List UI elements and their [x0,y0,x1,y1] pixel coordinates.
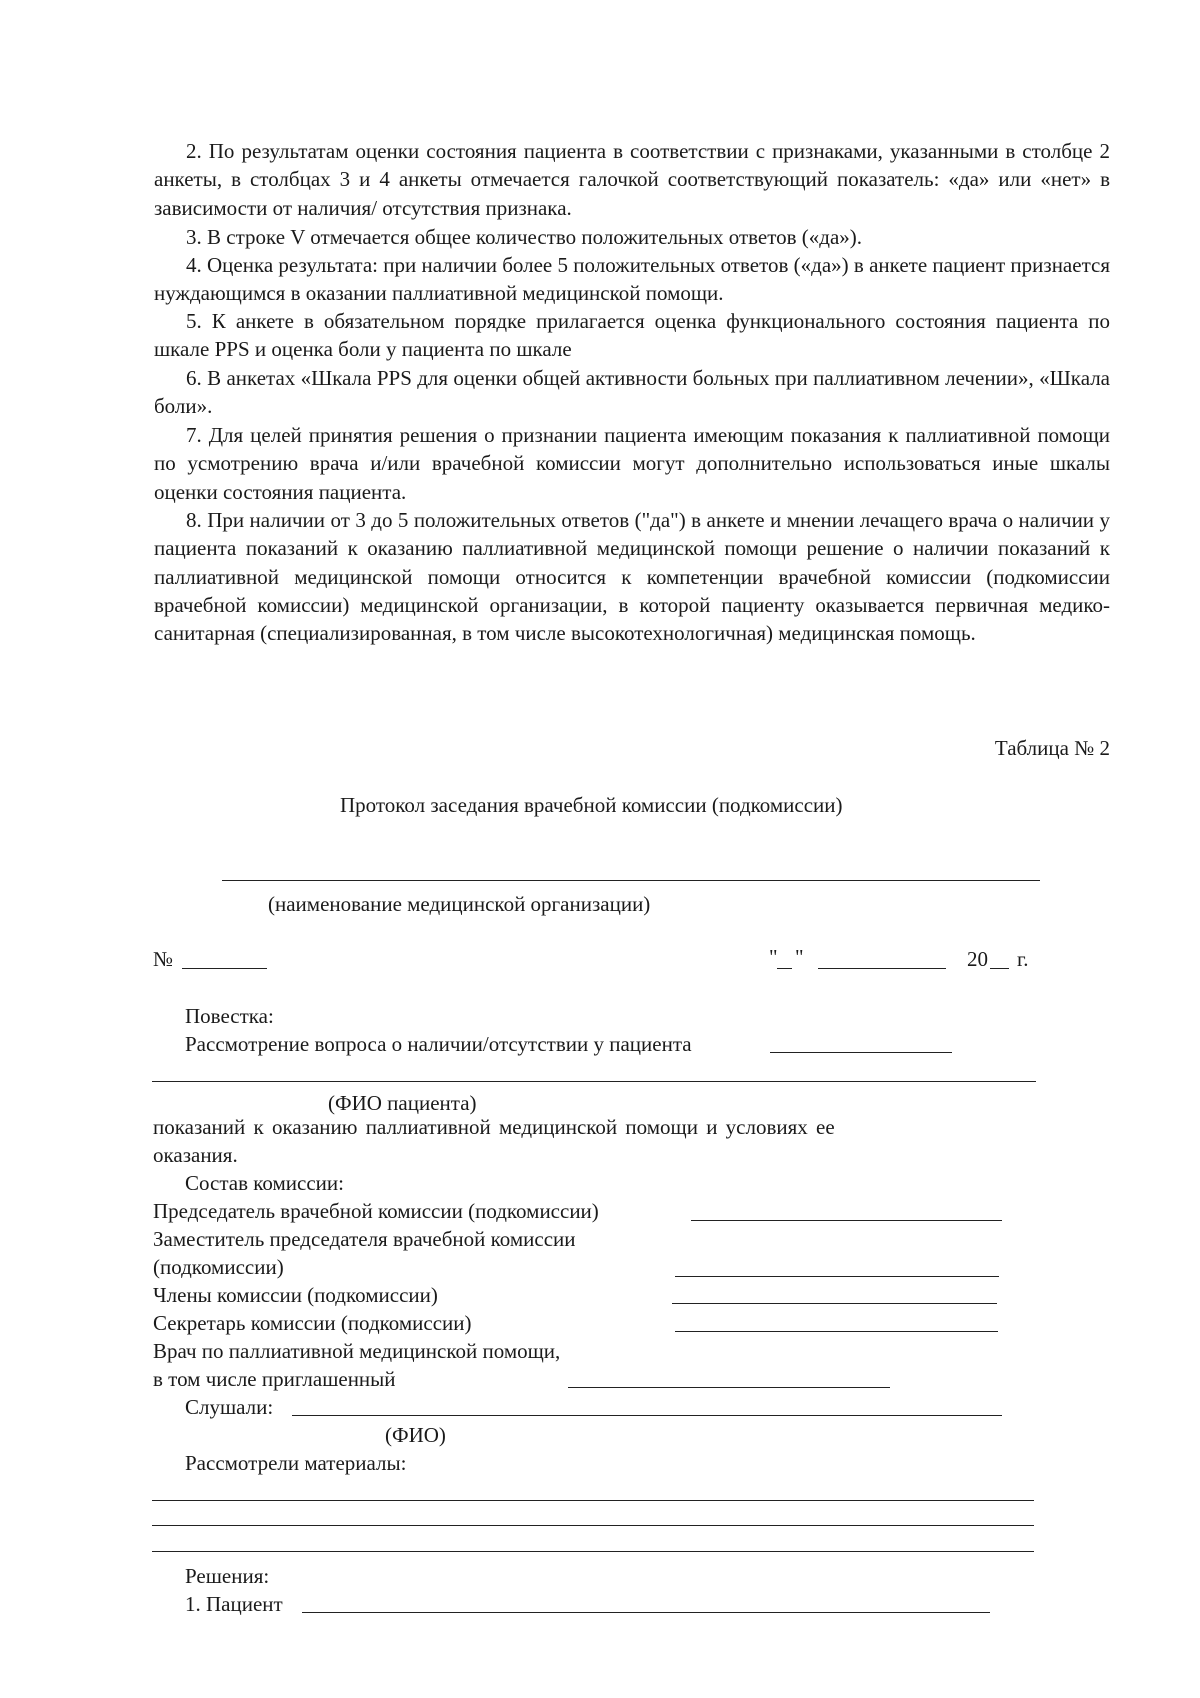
heard-fio-caption: (ФИО) [385,1423,446,1447]
table-label: Таблица № 2 [994,736,1110,760]
patient-caption: (ФИО пациента) [328,1091,477,1115]
organization-caption: (наименование медицинской организации) [268,892,651,916]
secretary-label: Секретарь комиссии (подкомиссии) [153,1311,472,1335]
protocol-title: Протокол заседания врачебной комиссии (подкомиссии) [340,793,843,817]
patient-name-line[interactable] [152,1081,1036,1082]
patient-inline-line[interactable] [770,1052,952,1053]
members-signature-line[interactable] [672,1303,997,1304]
instruction-paragraph-7: 7. Для целей принятия решения о признании пациента имеющим показания к паллиативной помощи по усмотрению врача и/или врачебной комиссии могут дополнительно использоваться иные шкалы оценки состояния пациента. [154,423,1110,504]
chair-signature-line[interactable] [691,1220,1002,1221]
materials-line-3[interactable] [152,1551,1034,1552]
indications-line-2: оказания. [153,1143,238,1167]
decisions-label: Решения: [185,1564,270,1588]
decision-1-label: 1. Пациент [185,1592,283,1616]
materials-line-2[interactable] [152,1525,1034,1526]
materials-line-1[interactable] [152,1500,1034,1501]
instruction-paragraph-8: 8. При наличии от 3 до 5 положительных ответов ("да") в анкете и мнении лечащего врача о наличии у пациента показаний к оказанию паллиативной медицинской помощи решение о наличии показаний к паллиативной медицинской помощи относится к компетенции врачебной комиссии (подкомиссии врачебной комиссии) медицинской организации, в которой пациенту оказывается первичная медико-санитарная (специализированная, в том числе высокотехнологичная) медицинская помощь. [154,508,1110,646]
instruction-paragraph-4: 4. Оценка результата: при наличии более 5 положительных ответов («да») в анкете пациент признается нуждающимся в оказании паллиативной медицинской помощи. [154,253,1110,306]
deputy-label-line-1: Заместитель председателя врачебной комиссии [153,1227,576,1251]
date-year-suffix: г. [1017,947,1029,971]
instruction-paragraph-3: 3. В строке V отмечается общее количество положительных ответов («да»). [186,225,863,249]
agenda-label: Повестка: [185,1004,274,1028]
instruction-paragraph-2: 2. По результатам оценки состояния пациента в соответствии с признаками, указанными в столбце 2 анкеты, в столбцах 3 и 4 анкеты отмечается галочкой соответствующий показатель: «да» или «нет» в зависимости от наличия/ отсутствия признака. [154,139,1110,220]
date-month-line[interactable] [818,968,946,969]
chair-label: Председатель врачебной комиссии (подкомиссии) [153,1199,599,1223]
instruction-paragraph-5: 5. К анкете в обязательном порядке прилагается оценка функционального состояния пациента по шкале PPS и оценка боли у пациента по шкале [154,309,1110,362]
deputy-label-line-2: (подкомиссии) [153,1255,284,1279]
doctor-label-line-1: Врач по паллиативной медицинской помощи, [153,1339,561,1363]
date-year-line[interactable] [990,968,1009,969]
protocol-number-line[interactable] [182,968,267,969]
deputy-signature-line[interactable] [675,1276,999,1277]
date-day-line[interactable] [777,968,792,969]
heard-label: Слушали: [185,1395,274,1419]
doctor-signature-line[interactable] [568,1387,890,1388]
agenda-text: Рассмотрение вопроса о наличии/отсутствии у пациента [185,1032,692,1056]
commission-label: Состав комиссии: [185,1171,344,1195]
heard-fio-line[interactable] [292,1415,1002,1416]
decision-1-line[interactable] [302,1612,990,1613]
instruction-paragraph-6: 6. В анкетах «Шкала PPS для оценки общей активности больных при паллиативном лечении», «Шкала боли». [154,366,1110,419]
date-year-prefix: 20 [967,947,988,971]
secretary-signature-line[interactable] [675,1331,998,1332]
materials-label: Рассмотрели материалы: [185,1451,407,1475]
organization-name-line[interactable] [222,880,1040,881]
protocol-number-label: № [153,947,174,971]
date-quote-close: " [795,945,804,969]
indications-line-1: показаний к оказанию паллиативной медицинской помощи и условиях ее [153,1115,835,1139]
date-quote-open: " [769,945,778,969]
members-label: Члены комиссии (подкомиссии) [153,1283,438,1307]
doctor-label-line-2: в том числе приглашенный [153,1367,396,1391]
